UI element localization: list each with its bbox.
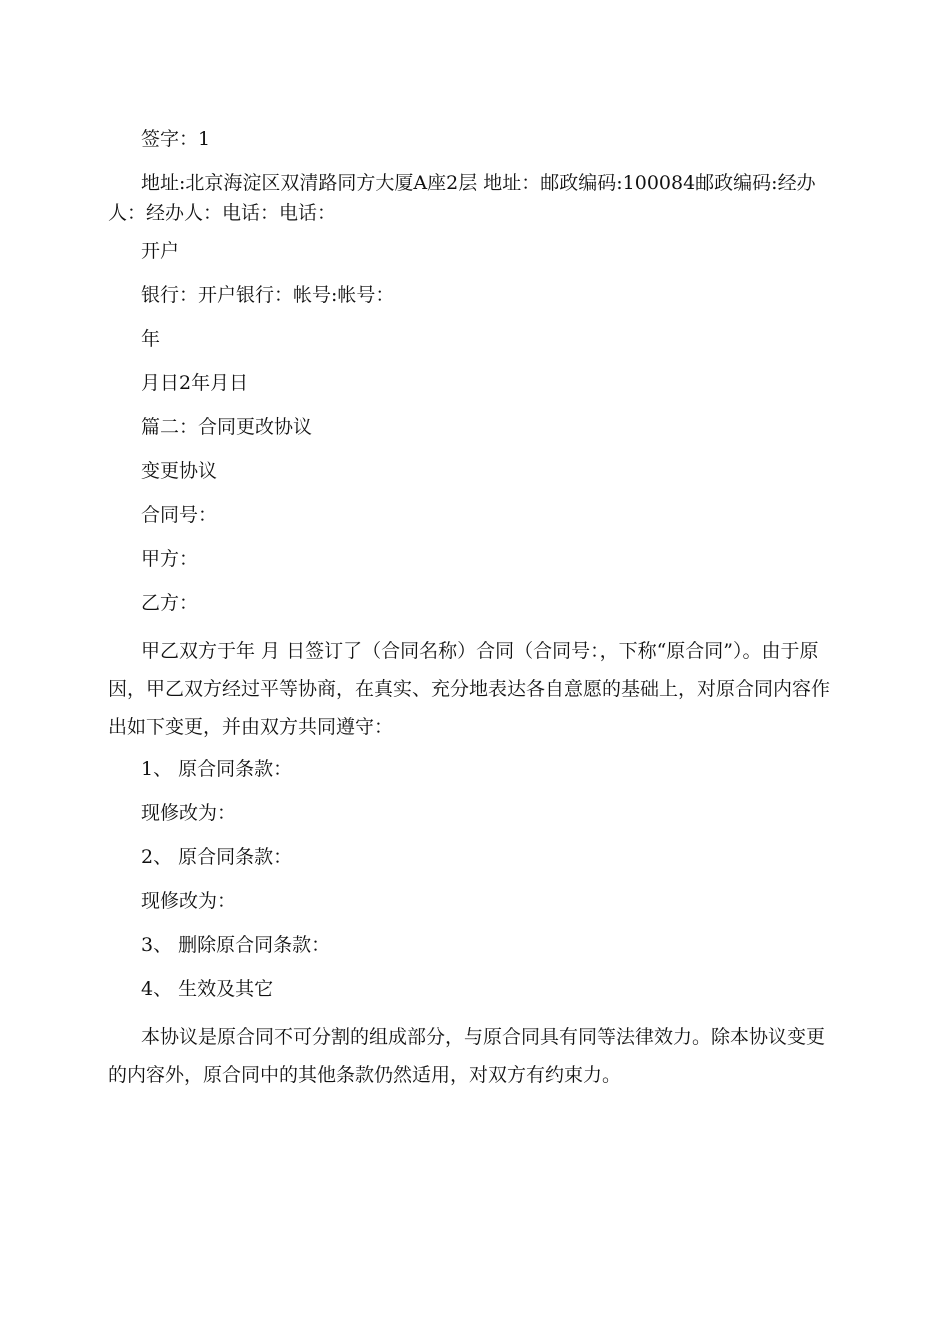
clause-2: 2、 原合同条款： <box>141 846 293 868</box>
contract-number-line: 合同号： <box>141 504 218 526</box>
address-line: 地址:北京海淀区双清路同方大厦A座2层 地址：邮政编码:100084邮政编码:经办人：经办人：电话：电话： <box>108 172 816 224</box>
account-line: 开户 <box>141 240 180 262</box>
clause-1: 1、 原合同条款： <box>141 758 293 780</box>
bank-line: 银行：开户银行：帐号:帐号： <box>141 284 395 306</box>
party-b-line: 乙方： <box>141 592 199 614</box>
party-a-line: 甲方： <box>141 548 199 570</box>
agreement-title: 变更协议 <box>141 460 218 482</box>
document-body <box>108 124 836 1102</box>
section-heading: 篇二：合同更改协议 <box>141 416 313 438</box>
date-line: 月日2年月日 <box>141 372 249 394</box>
preamble-paragraph: 甲乙双方于年 月 日签订了（合同名称）合同（合同号：，下称“原合同”）。由于原因，甲乙双方经过平等协商，在真实、充分地表达各自意愿的基础上，对原合同内容作出如下变更，并由双方共同遵守： <box>108 640 831 738</box>
clause-2-modified: 现修改为： <box>141 890 237 912</box>
year-line: 年 <box>141 328 161 350</box>
signature-line: 签字：1 <box>141 128 211 150</box>
closing-paragraph: 本协议是原合同不可分割的组成部分，与原合同具有同等法律效力。除本协议变更的内容外，原合同中的其他条款仍然适用，对双方有约束力。 <box>108 1026 826 1086</box>
clause-1-modified: 现修改为： <box>141 802 237 824</box>
clause-3: 3、 删除原合同条款： <box>141 934 331 956</box>
clause-4: 4、 生效及其它 <box>141 978 274 1000</box>
